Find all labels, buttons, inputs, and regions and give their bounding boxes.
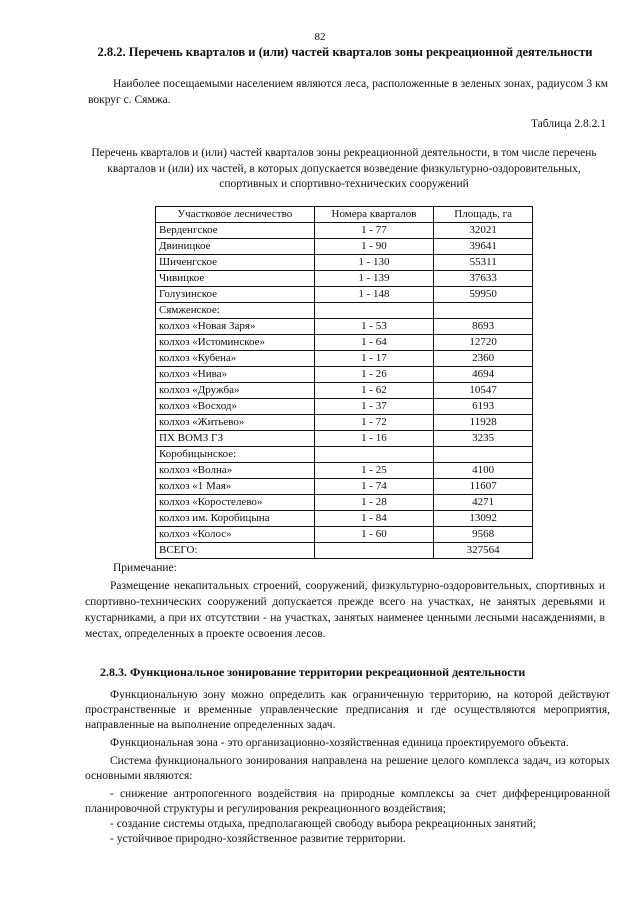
area-cell bbox=[434, 447, 533, 463]
district-cell: Чивицкое bbox=[156, 271, 315, 287]
area-cell: 11928 bbox=[434, 415, 533, 431]
table-row bbox=[156, 447, 533, 463]
district-cell: колхоз «Новая Заря» bbox=[156, 319, 315, 335]
area-cell: 37633 bbox=[434, 271, 533, 287]
district-cell: ВСЕГО: bbox=[156, 543, 315, 559]
forest-quarters-table bbox=[155, 206, 533, 559]
quarters-cell: 1 - 130 bbox=[314, 255, 434, 271]
bullet-item: - устойчивое природно-хозяйственное развитие территории. bbox=[110, 833, 406, 845]
district-cell: Сямженское: bbox=[156, 303, 315, 319]
page-number: 82 bbox=[314, 31, 326, 43]
area-cell: 8693 bbox=[434, 319, 533, 335]
area-cell: 39641 bbox=[434, 239, 533, 255]
bullet-item: - снижение антропогенного воздействия на природные комплексы за счет дифференцированной планировочной структуры и регулирования рекреационного воздействия; bbox=[85, 788, 610, 815]
table-title: Перечень кварталов и (или) частей кварталов зоны рекреационной деятельности, в том числе перечень кварталов и (или) их частей, в которых допускается возведение физкультурно-оздоровительных, спортивных и спортивно-технических сооружений bbox=[91, 147, 597, 190]
quarters-cell: 1 - 74 bbox=[314, 479, 434, 495]
quarters-cell bbox=[314, 447, 434, 463]
section-body bbox=[85, 688, 610, 847]
district-cell: колхоз «Колос» bbox=[156, 527, 315, 543]
district-cell: колхоз «Волна» bbox=[156, 463, 315, 479]
header-quarters: Номера кварталов bbox=[314, 207, 434, 223]
table-row bbox=[156, 543, 533, 559]
quarters-cell: 1 - 60 bbox=[314, 527, 434, 543]
table-row bbox=[156, 223, 533, 239]
table-row bbox=[156, 431, 533, 447]
table-row bbox=[156, 463, 533, 479]
district-cell: Верденгское bbox=[156, 223, 315, 239]
district-cell: колхоз «Восход» bbox=[156, 399, 315, 415]
table-row bbox=[156, 271, 533, 287]
note-text: Размещение некапитальных строений, сооружений, физкультурно-оздоровительных, спортивных и спортивно-технических сооружений допускается прежде всего на участках, не занятых деревьями и кустарниками, а при их отсутствии - на участках, занятых наименее ценными лесными насаждениями, в местах, определенных в проекте освоения лесов. bbox=[85, 580, 605, 640]
section-heading-2-8-2: 2.8.2. Перечень кварталов и (или) частей кварталов зоны рекреационной деятельности bbox=[97, 45, 593, 59]
table-row bbox=[156, 367, 533, 383]
district-cell: Двиницкое bbox=[156, 239, 315, 255]
area-cell: 9568 bbox=[434, 527, 533, 543]
area-cell: 4100 bbox=[434, 463, 533, 479]
district-cell: колхоз «Истоминское» bbox=[156, 335, 315, 351]
quarters-cell: 1 - 26 bbox=[314, 367, 434, 383]
quarters-cell: 1 - 53 bbox=[314, 319, 434, 335]
quarters-cell: 1 - 77 bbox=[314, 223, 434, 239]
area-cell: 10547 bbox=[434, 383, 533, 399]
paragraph: Функциональная зона - это организационно-хозяйственная единица проектируемого объекта. bbox=[110, 737, 569, 749]
district-cell: колхоз им. Коробицына bbox=[156, 511, 315, 527]
district-cell: колхоз «1 Мая» bbox=[156, 479, 315, 495]
area-cell: 11607 bbox=[434, 479, 533, 495]
area-cell: 55311 bbox=[434, 255, 533, 271]
quarters-cell: 1 - 25 bbox=[314, 463, 434, 479]
table-row bbox=[156, 399, 533, 415]
table-row bbox=[156, 495, 533, 511]
quarters-cell: 1 - 37 bbox=[314, 399, 434, 415]
table-row bbox=[156, 351, 533, 367]
quarters-cell bbox=[314, 543, 434, 559]
quarters-cell: 1 - 90 bbox=[314, 239, 434, 255]
quarters-cell: 1 - 84 bbox=[314, 511, 434, 527]
table-row bbox=[156, 255, 533, 271]
area-cell: 4694 bbox=[434, 367, 533, 383]
table-row bbox=[156, 479, 533, 495]
quarters-cell: 1 - 72 bbox=[314, 415, 434, 431]
area-cell: 3235 bbox=[434, 431, 533, 447]
quarters-cell: 1 - 148 bbox=[314, 287, 434, 303]
district-cell: Голузинское bbox=[156, 287, 315, 303]
area-cell: 32021 bbox=[434, 223, 533, 239]
quarters-cell bbox=[314, 303, 434, 319]
table-header-row bbox=[156, 207, 533, 223]
area-cell: 4271 bbox=[434, 495, 533, 511]
area-cell: 327564 bbox=[434, 543, 533, 559]
table-row bbox=[156, 335, 533, 351]
table-row bbox=[156, 287, 533, 303]
table-row bbox=[156, 303, 533, 319]
district-cell: колхоз «Дружба» bbox=[156, 383, 315, 399]
table-row bbox=[156, 239, 533, 255]
district-cell: Шиченгское bbox=[156, 255, 315, 271]
quarters-cell: 1 - 62 bbox=[314, 383, 434, 399]
bullet-item: - создание системы отдыха, предполагающей свободу выбора рекреационных занятий; bbox=[110, 818, 537, 830]
district-cell: колхоз «Кубена» bbox=[156, 351, 315, 367]
district-cell: колхоз «Коростелево» bbox=[156, 495, 315, 511]
quarters-cell: 1 - 17 bbox=[314, 351, 434, 367]
table-row bbox=[156, 319, 533, 335]
note-title: Примечание: bbox=[113, 562, 177, 574]
paragraph: Функциональную зону можно определить как ограниченную территорию, на которой действуют пространственные и временные управленческие предписания и где осуществляются мероприятия, направленные на выполнение определенных задач. bbox=[85, 689, 610, 731]
quarters-cell: 1 - 16 bbox=[314, 431, 434, 447]
table-row bbox=[156, 415, 533, 431]
intro-paragraph: Наиболее посещаемыми населением являются леса, расположенные в зеленых зонах, радиусом 3 км вокруг с. Сямжа. bbox=[88, 78, 608, 106]
quarters-cell: 1 - 64 bbox=[314, 335, 434, 351]
paragraph: Система функционального зонирования направлена на решение целого комплекса задач, из которых основными являются: bbox=[85, 755, 610, 782]
section-heading-2-8-3: 2.8.3. Функциональное зонирование территории рекреационной деятельности bbox=[100, 665, 526, 679]
area-cell: 12720 bbox=[434, 335, 533, 351]
district-cell: колхоз «Нива» bbox=[156, 367, 315, 383]
quarters-cell: 1 - 139 bbox=[314, 271, 434, 287]
district-cell: колхоз «Житьево» bbox=[156, 415, 315, 431]
area-cell: 2360 bbox=[434, 351, 533, 367]
table-caption: Таблица 2.8.2.1 bbox=[530, 118, 606, 130]
area-cell: 6193 bbox=[434, 399, 533, 415]
district-cell: Коробицынское: bbox=[156, 447, 315, 463]
area-cell: 59950 bbox=[434, 287, 533, 303]
area-cell bbox=[434, 303, 533, 319]
header-area: Площадь, га bbox=[434, 207, 533, 223]
table-row bbox=[156, 527, 533, 543]
area-cell: 13092 bbox=[434, 511, 533, 527]
quarters-cell: 1 - 28 bbox=[314, 495, 434, 511]
header-district: Участковое лесничество bbox=[156, 207, 315, 223]
table-row bbox=[156, 383, 533, 399]
table-row bbox=[156, 511, 533, 527]
district-cell: ПХ ВОМЗ ГЗ bbox=[156, 431, 315, 447]
